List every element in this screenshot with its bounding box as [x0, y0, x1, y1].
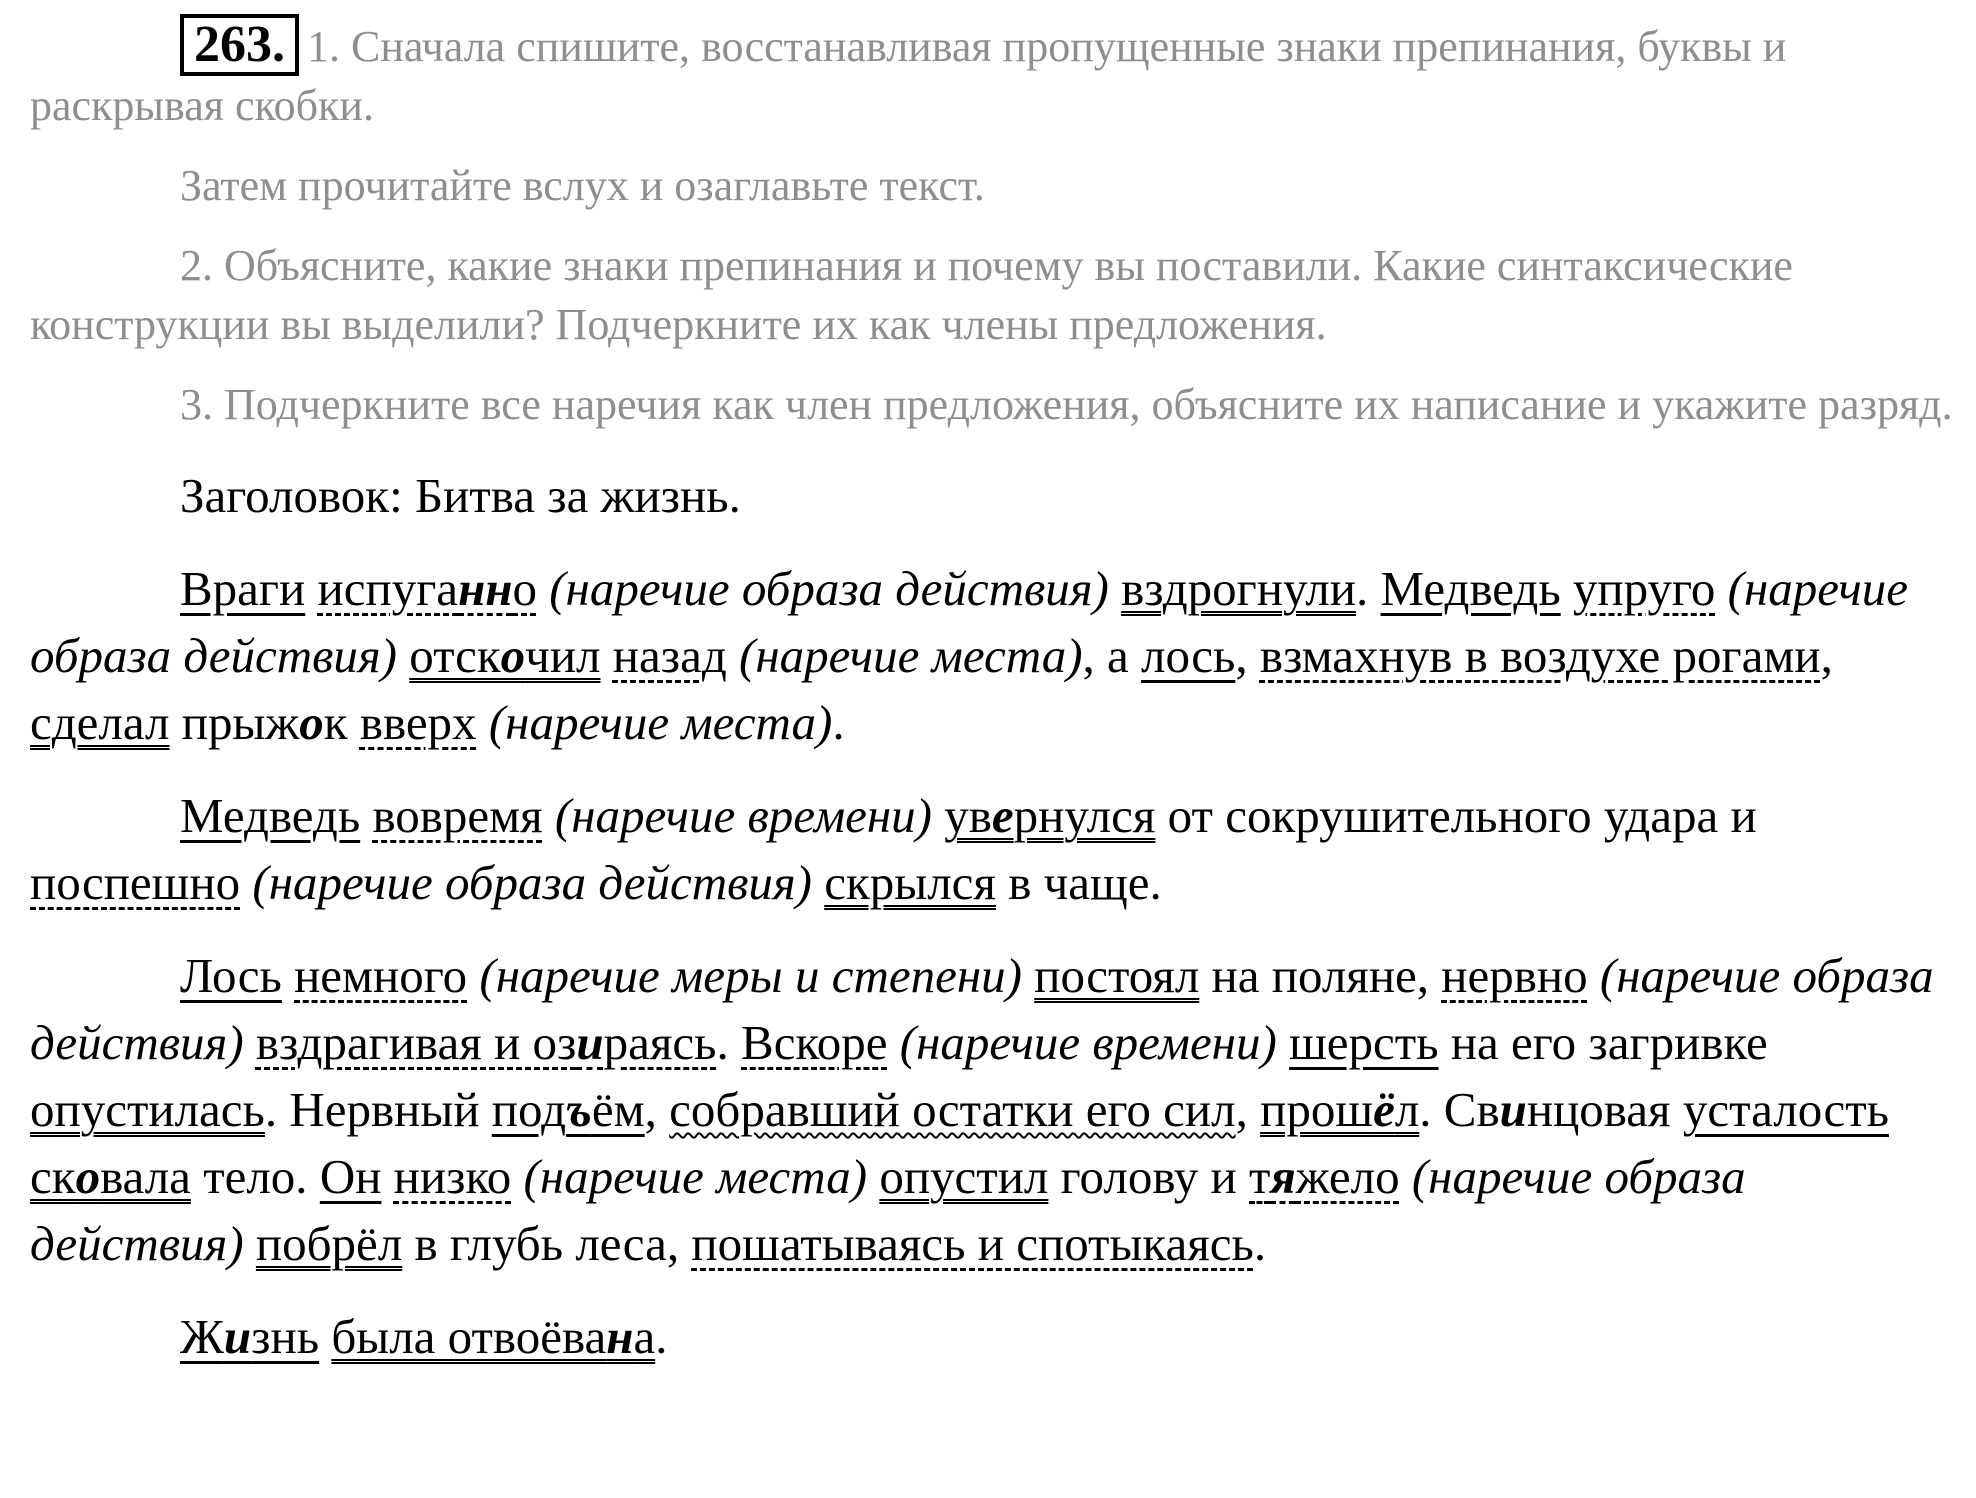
adverb-comment: (наречие образа действия)	[30, 948, 1934, 1070]
adverb-word: назад	[612, 628, 727, 683]
adverb-word: нервно	[1441, 948, 1588, 1003]
subject-word: подъём	[491, 1082, 645, 1137]
answer-paragraph-2: Медведь вовремя (наречие времени) увернулся от сокрушительного удара и поспешно (наречие образа действия) скрылся в чаще.	[30, 788, 1757, 910]
task-3: 3. Подчеркните все наречия как член предложения, объясните их написание и укажите разряд.	[180, 380, 1953, 429]
subject-word: шерсть	[1289, 1015, 1439, 1070]
subject-word: Жизнь	[180, 1309, 320, 1364]
participle-phrase: вздрагивая и озираясь	[255, 1015, 717, 1070]
answer-paragraph-1: Враги испуганно (наречие образа действия) вздрогнули. Медведь упруго (наречие образа действия) отскочил назад (наречие места), а лось, взмахнув в воздухе рогами, сделал прыжок вверх (наречие места).	[30, 561, 1908, 750]
answer-paragraph-4: Жизнь была отвоёвана.	[180, 1309, 668, 1364]
adverb-word: низко	[393, 1149, 512, 1204]
predicate-word: вздрогнули	[1121, 561, 1356, 616]
answer-title: Заголовок: Битва за жизнь.	[180, 468, 741, 523]
participle-phrase: собравший остатки его сил	[669, 1082, 1236, 1137]
predicate-word: опустил	[879, 1149, 1049, 1204]
exercise-number: 263.	[180, 14, 299, 76]
predicate-word: увернулся	[944, 788, 1156, 843]
adverb-comment: (наречие образа действия)	[252, 855, 812, 910]
adverb-comment: (наречие места)	[488, 695, 833, 750]
subject-word: Медведь	[1380, 561, 1561, 616]
adverb-comment: (наречие места)	[739, 628, 1083, 683]
answer-paragraph-3: Лось немного (наречие меры и степени) постоял на поляне, нервно (наречие образа действия) вздрагивая и озираясь. Вскоре (наречие времени) шерсть на его загривке опустилась. Нервный подъём, собравший остатки его сил, прошёл. Свинцовая усталость сковала тело. Он низко (наречие места) опустил голову и тяжело (наречие образа действия) побрёл в глубь леса, пошатываясь и спотыкаясь.	[30, 948, 1934, 1271]
adverb-word: Вскоре	[741, 1015, 888, 1070]
adverb-word: вверх	[359, 695, 477, 750]
predicate-word: отскочил	[409, 628, 601, 683]
participle-phrase: пошатываясь и спотыкаясь	[691, 1216, 1254, 1271]
adverb-word: немного	[294, 948, 468, 1003]
participle-phrase: взмахнув в воздухе рогами	[1259, 628, 1821, 683]
predicate-word: сделал	[30, 695, 170, 750]
predicate-word: прошёл	[1260, 1082, 1420, 1137]
subject-word: Он	[319, 1149, 382, 1204]
adverb-word: поспешно	[30, 855, 241, 910]
word: прыжок	[181, 695, 348, 750]
adverb-word: упруго	[1572, 561, 1716, 616]
task-1-text: 1. Сначала спишите, восстанавливая пропущенные знаки препинания, буквы и раскрывая скобки.	[30, 22, 1787, 130]
predicate-word: побрёл	[255, 1216, 403, 1271]
task-1-continued: Затем прочитайте вслух и озаглавьте текст.	[180, 161, 985, 210]
adverb-comment: (наречие времени)	[899, 1015, 1277, 1070]
subject-word: Лось	[180, 948, 282, 1003]
subject-word: Медведь	[180, 788, 361, 843]
adverb-word: тяжело	[1249, 1149, 1400, 1204]
adverb-comment: (наречие образа действия)	[30, 1149, 1746, 1271]
subject-word: лось	[1141, 628, 1236, 683]
adverb-comment: (наречие образа действия)	[30, 561, 1908, 683]
predicate-word: сковала	[30, 1149, 191, 1204]
adverb-word: вовремя	[372, 788, 543, 843]
adverb-comment: (наречие меры и степени)	[479, 948, 1022, 1003]
subject-word: усталость	[1682, 1082, 1889, 1137]
predicate-word: была отвоёвана	[331, 1309, 656, 1364]
exercise-page	[30, 14, 1960, 1396]
adverb-comment: (наречие места)	[523, 1149, 868, 1204]
adverb-word: испуганно	[317, 561, 537, 616]
subject-word: Враги	[180, 561, 306, 616]
predicate-word: скрылся	[824, 855, 996, 910]
task-2: 2. Объясните, какие знаки препинания и почему вы поставили. Какие синтаксические конструкции вы выделили? Подчеркните их как члены предложения.	[30, 241, 1793, 349]
adverb-comment: (наречие образа действия)	[549, 561, 1109, 616]
predicate-word: постоял	[1034, 948, 1200, 1003]
adverb-comment: (наречие времени)	[554, 788, 932, 843]
predicate-word: опустилась	[30, 1082, 265, 1137]
task-1	[30, 14, 1960, 135]
